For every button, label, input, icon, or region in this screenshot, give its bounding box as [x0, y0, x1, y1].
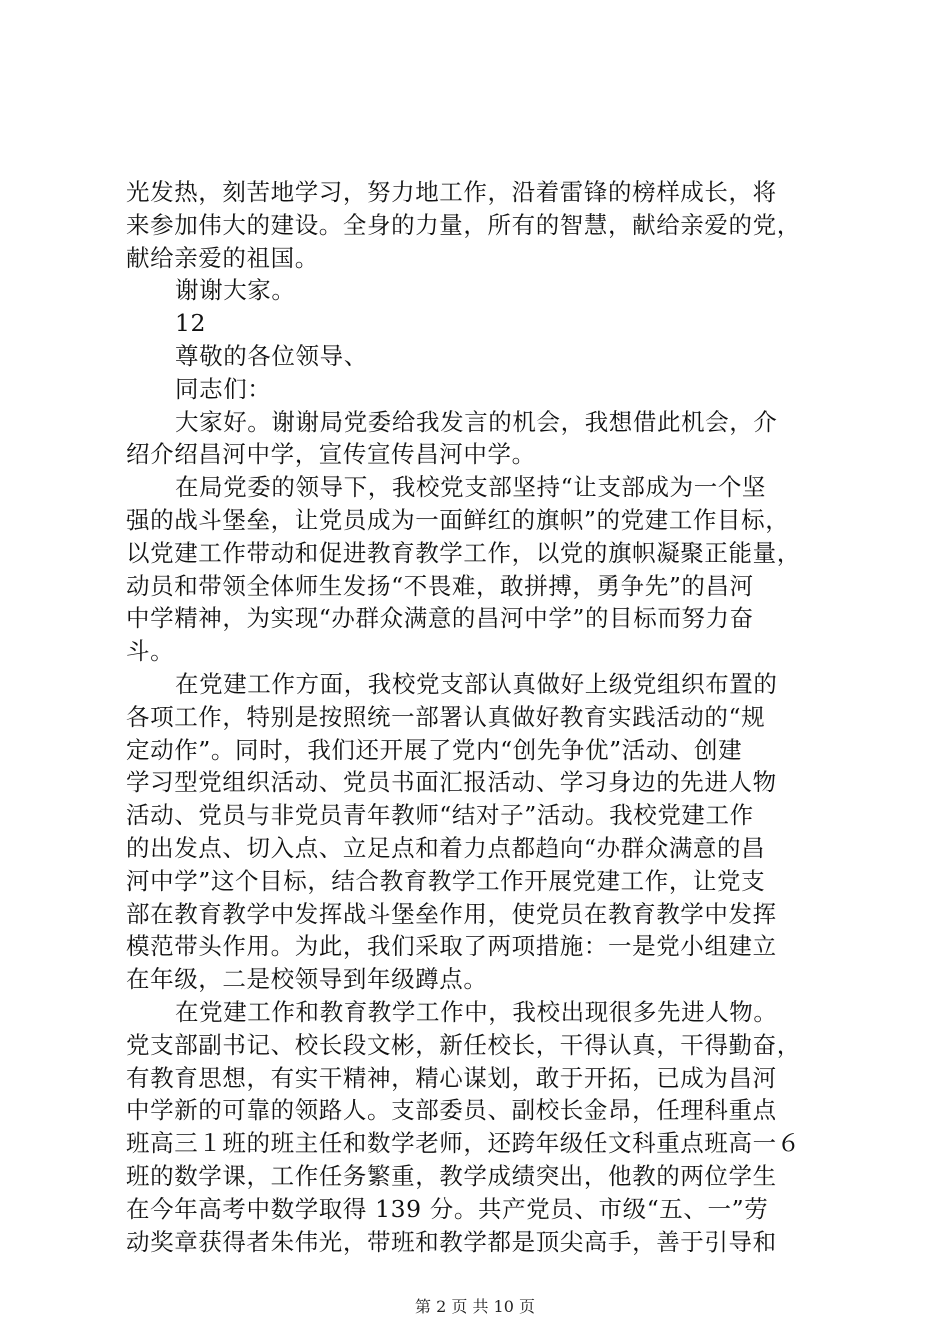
text-line: 河中学”这个目标，结合教育教学工作开展党建工作，让党支: [126, 866, 766, 895]
text-line: 班高三１班的班主任和数学老师，还跨年级任文科重点班高一６: [126, 1129, 801, 1158]
text-line: 中学精神，为实现“办群众满意的昌河中学”的目标而努力奋: [126, 604, 754, 633]
text-line: 光发热，刻苦地学习，努力地工作，沿着雷锋的榜样成长，将: [126, 178, 777, 206]
text-line: 中学新的可靠的领路人。支部委员、副校长金昂，任理科重点: [126, 1096, 777, 1125]
page-number-label: 第 2 页 共 10 页: [415, 1297, 535, 1316]
text-line: 同志们：: [175, 374, 272, 403]
text-line: 尊敬的各位领导、: [175, 341, 368, 370]
text-line: 学习型党组织活动、党员书面汇报活动、学习身边的先进人物: [126, 768, 777, 797]
text-line: 班的数学课，工作任务繁重，教学成绩突出，他教的两位学生: [126, 1161, 777, 1190]
text-line: 党支部副书记、校长段文彬，新任校长，干得认真，干得勤奋，: [126, 1030, 801, 1059]
text-line: 谢谢大家。: [175, 276, 296, 305]
text-line: 在年级，二是校领导到年级蹲点。: [126, 965, 488, 994]
text-line: 在局党委的领导下，我校党支部坚持“让支部成为一个坚: [175, 473, 767, 502]
text-line: 的出发点、切入点、立足点和着力点都趋向“办群众满意的昌: [126, 833, 766, 862]
text-line: 定动作”。同时，我们还开展了党内“创先争优”活动、创建: [126, 735, 743, 764]
text-line: 部在教育教学中发挥战斗堡垒作用，使党员在教育教学中发挥: [126, 899, 777, 928]
text-line: 模范带头作用。为此，我们采取了两项措施：一是党小组建立: [126, 932, 777, 961]
text-line: 以党建工作带动和促进教育教学工作，以党的旗帜凝聚正能量，: [126, 538, 801, 567]
text-line: 斗。: [126, 637, 175, 666]
text-line: 各项工作，特别是按照统一部署认真做好教育实践活动的“规: [126, 702, 766, 731]
text-line: 大家好。谢谢局党委给我发言的机会，我想借此机会，介: [175, 407, 778, 436]
text-line: 动员和带领全体师生发扬“不畏难，敢拼搏，勇争先”的昌河: [126, 571, 754, 600]
text-line: 献给亲爱的祖国。: [126, 243, 319, 272]
text-line: 12: [175, 309, 207, 338]
text-line: 绍介绍昌河中学，宣传宣传昌河中学。: [126, 440, 536, 469]
text-line: 在党建工作和教育教学工作中，我校出现很多先进人物。: [175, 997, 778, 1026]
page-footer: [0, 1294, 950, 1317]
text-line: 强的战斗堡垒，让党员成为一面鲜红的旗帜”的党建工作目标，: [126, 505, 790, 534]
text-line: 在今年高考中数学取得 139 分。共产党员、市级“五、一”劳: [126, 1194, 769, 1223]
text-line: 在党建工作方面，我校党支部认真做好上级党组织布置的: [175, 669, 778, 698]
text-line: 活动、党员与非党员青年教师“结对子”活动。我校党建工作: [126, 801, 754, 830]
text-line: 有教育思想，有实干精神，精心谋划，敢于开拓，已成为昌河: [126, 1063, 777, 1092]
document-body: [126, 176, 836, 1258]
text-line: 动奖章获得者朱伟光，带班和教学都是顶尖高手，善于引导和: [126, 1227, 777, 1256]
text-line: 来参加伟大的建设。全身的力量，所有的智慧，献给亲爱的党，: [126, 210, 801, 239]
